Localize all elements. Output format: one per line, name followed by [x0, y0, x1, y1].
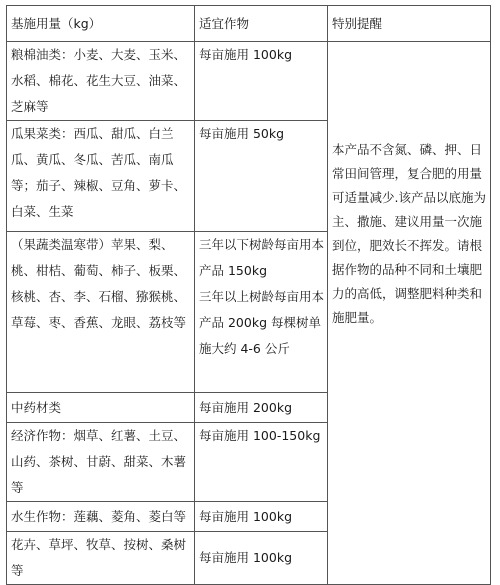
crop-cell: 中药材类 [7, 393, 195, 423]
dosage-cell: 每亩施用 100kg [195, 502, 328, 532]
reminder-cell: 本产品不含氮、磷、押、日常田间管理，复合肥的用量可适量减少.该产品以底施为主、撒施、建议用量一次施到位，肥效长不挥发。请根据作物的品种不同和土壤肥力的高低，调整肥料种类和施肥量。 [328, 42, 491, 585]
crop-cell: 经济作物：烟草、红薯、土豆、山药、茶树、甘蔚、甜菜、木薯等 [7, 423, 195, 502]
crop-cell: 水生作物：莲藕、菱角、菱白等 [7, 502, 195, 532]
crop-cell: 花卉、草坪、牧草、按树、桑树等 [7, 532, 195, 585]
crop-cell: 粮棉油类：小麦、大麦、玉米、水稻、棉花、花生大豆、油菜、芝麻等 [7, 42, 195, 121]
header-dosage: 基施用量（kg） [7, 6, 195, 42]
header-row [7, 6, 491, 42]
fertilizer-table [6, 5, 491, 585]
crop-cell: 瓜果菜类：西瓜、甜瓜、白兰瓜、黄瓜、冬瓜、苦瓜、南瓜等；茄子、辣椒、豆角、萝卡、白菜、生菜 [7, 121, 195, 232]
dosage-cell: 每亩施用 100kg [195, 532, 328, 585]
header-reminder: 特别提醒 [328, 6, 491, 42]
dosage-cell: 每亩施用 100kg [195, 42, 328, 121]
dosage-cell [195, 232, 328, 393]
table-row [7, 42, 491, 121]
dosage-old-trees: 三年以上树龄每亩用本产品 200kg 每棵树单施大约 4-6 公斤 [199, 289, 325, 356]
dosage-cell: 每亩施用 100-150kg [195, 423, 328, 502]
dosage-young-trees: 三年以下树龄每亩用本产品 150kg [199, 237, 325, 278]
dosage-cell: 每亩施用 200kg [195, 393, 328, 423]
crop-cell: （果蔬类温寒带）苹果、梨、桃、柑桔、葡萄、柿子、板栗、核桃、杏、李、石榴、猕猴桃、草莓、枣、香蕉、龙眼、荔枝等 [7, 232, 195, 393]
header-crops: 适宜作物 [195, 6, 328, 42]
dosage-cell: 每亩施用 50kg [195, 121, 328, 232]
